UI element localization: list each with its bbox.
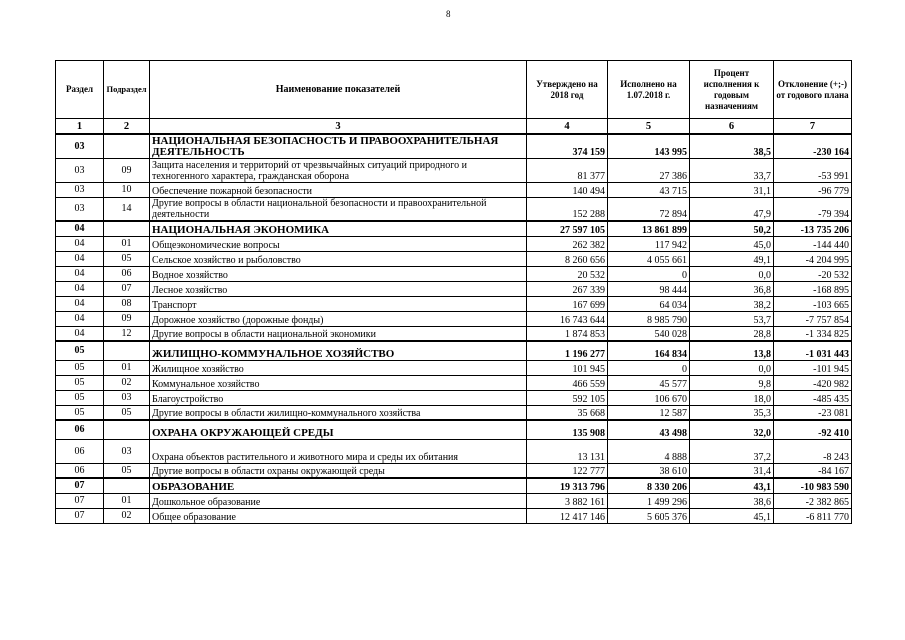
razdel-cell: 04 (56, 281, 104, 296)
table-row (56, 508, 852, 523)
razdel-cell: 05 (56, 341, 104, 360)
section-row (56, 420, 852, 439)
table-row (56, 296, 852, 311)
indicator-name-cell: Другие вопросы в области национальной экономики (150, 326, 527, 341)
razdel-cell: 03 (56, 134, 104, 158)
indicator-name-cell: ОХРАНА ОКРУЖАЮЩЕЙ СРЕДЫ (150, 420, 527, 439)
indicator-name-cell: Дорожное хозяйство (дорожные фонды) (150, 311, 527, 326)
razdel-cell: 04 (56, 221, 104, 236)
executed-value-cell: 8 330 206 (608, 478, 690, 493)
percent-cell: 33,7 (690, 158, 774, 182)
razdel-cell: 05 (56, 390, 104, 405)
razdel-cell: 05 (56, 405, 104, 420)
approved-value-cell: 101 945 (527, 360, 608, 375)
podrazdel-cell: 09 (104, 311, 150, 326)
column-number: 7 (774, 119, 852, 135)
header-razdel: Раздел (56, 61, 104, 119)
executed-value-cell: 4 055 661 (608, 251, 690, 266)
approved-value-cell: 122 777 (527, 463, 608, 478)
executed-value-cell: 38 610 (608, 463, 690, 478)
deviation-cell: -1 334 825 (774, 326, 852, 341)
table-row (56, 439, 852, 463)
podrazdel-cell: 05 (104, 463, 150, 478)
column-number: 2 (104, 119, 150, 135)
table-row (56, 281, 852, 296)
approved-value-cell: 13 131 (527, 439, 608, 463)
percent-cell: 45,0 (690, 236, 774, 251)
indicator-name-cell: ЖИЛИЩНО-КОММУНАЛЬНОЕ ХОЗЯЙСТВО (150, 341, 527, 360)
header-executed: Исполнено на 1.07.2018 г. (608, 61, 690, 119)
indicator-name-cell: Другие вопросы в области национальной безопасности и правоохранительной деятельности (150, 197, 527, 221)
indicator-name-cell: Благоустройство (150, 390, 527, 405)
section-row (56, 478, 852, 493)
executed-value-cell: 45 577 (608, 375, 690, 390)
approved-value-cell: 16 743 644 (527, 311, 608, 326)
approved-value-cell: 20 532 (527, 266, 608, 281)
table-row (56, 251, 852, 266)
razdel-cell: 04 (56, 266, 104, 281)
podrazdel-cell: 09 (104, 158, 150, 182)
percent-cell: 28,8 (690, 326, 774, 341)
executed-value-cell: 540 028 (608, 326, 690, 341)
razdel-cell: 07 (56, 493, 104, 508)
column-number: 6 (690, 119, 774, 135)
podrazdel-cell: 01 (104, 236, 150, 251)
indicator-name-cell: Обеспечение пожарной безопасности (150, 182, 527, 197)
razdel-cell: 04 (56, 296, 104, 311)
approved-value-cell: 1 196 277 (527, 341, 608, 360)
razdel-cell: 06 (56, 463, 104, 478)
podrazdel-cell (104, 341, 150, 360)
razdel-cell: 04 (56, 326, 104, 341)
executed-value-cell: 98 444 (608, 281, 690, 296)
executed-value-cell: 64 034 (608, 296, 690, 311)
indicator-name-cell: Общее образование (150, 508, 527, 523)
executed-value-cell: 13 861 899 (608, 221, 690, 236)
percent-cell: 38,6 (690, 493, 774, 508)
percent-cell: 31,1 (690, 182, 774, 197)
deviation-cell: -103 665 (774, 296, 852, 311)
table-row (56, 360, 852, 375)
approved-value-cell: 81 377 (527, 158, 608, 182)
razdel-cell: 03 (56, 197, 104, 221)
deviation-cell: -13 735 206 (774, 221, 852, 236)
executed-value-cell: 27 386 (608, 158, 690, 182)
percent-cell: 13,8 (690, 341, 774, 360)
podrazdel-cell: 06 (104, 266, 150, 281)
table-row (56, 158, 852, 182)
podrazdel-cell: 10 (104, 182, 150, 197)
percent-cell: 49,1 (690, 251, 774, 266)
deviation-cell: -8 243 (774, 439, 852, 463)
percent-cell: 18,0 (690, 390, 774, 405)
table-row (56, 463, 852, 478)
podrazdel-cell (104, 221, 150, 236)
table-row (56, 197, 852, 221)
percent-cell: 50,2 (690, 221, 774, 236)
percent-cell: 32,0 (690, 420, 774, 439)
indicator-name-cell: Другие вопросы в области жилищно-коммунального хозяйства (150, 405, 527, 420)
indicator-name-cell: НАЦИОНАЛЬНАЯ БЕЗОПАСНОСТЬ И ПРАВООХРАНИТЕЛЬНАЯ ДЕЯТЕЛЬНОСТЬ (150, 134, 527, 158)
column-number: 3 (150, 119, 527, 135)
table-row (56, 236, 852, 251)
razdel-cell: 04 (56, 236, 104, 251)
percent-cell: 45,1 (690, 508, 774, 523)
executed-value-cell: 43 715 (608, 182, 690, 197)
deviation-cell: -53 991 (774, 158, 852, 182)
table-row (56, 182, 852, 197)
table-row (56, 405, 852, 420)
section-row (56, 134, 852, 158)
deviation-cell: -92 410 (774, 420, 852, 439)
indicator-name-cell: Лесное хозяйство (150, 281, 527, 296)
approved-value-cell: 140 494 (527, 182, 608, 197)
deviation-cell: -420 982 (774, 375, 852, 390)
approved-value-cell: 267 339 (527, 281, 608, 296)
percent-cell: 38,5 (690, 134, 774, 158)
podrazdel-cell: 12 (104, 326, 150, 341)
table-row (56, 390, 852, 405)
deviation-cell: -144 440 (774, 236, 852, 251)
podrazdel-cell: 01 (104, 360, 150, 375)
executed-value-cell: 164 834 (608, 341, 690, 360)
column-number: 4 (527, 119, 608, 135)
approved-value-cell: 167 699 (527, 296, 608, 311)
podrazdel-cell: 05 (104, 251, 150, 266)
approved-value-cell: 135 908 (527, 420, 608, 439)
executed-value-cell: 4 888 (608, 439, 690, 463)
indicator-name-cell: Коммунальное хозяйство (150, 375, 527, 390)
indicator-name-cell: Охрана объектов растительного и животного мира и среды их обитания (150, 439, 527, 463)
table-row (56, 375, 852, 390)
approved-value-cell: 374 159 (527, 134, 608, 158)
percent-cell: 9,8 (690, 375, 774, 390)
table-row (56, 493, 852, 508)
razdel-cell: 04 (56, 251, 104, 266)
approved-value-cell: 35 668 (527, 405, 608, 420)
table-header-row (56, 61, 852, 119)
indicator-name-cell: Общеэкономические вопросы (150, 236, 527, 251)
approved-value-cell: 262 382 (527, 236, 608, 251)
podrazdel-cell: 08 (104, 296, 150, 311)
podrazdel-cell: 07 (104, 281, 150, 296)
razdel-cell: 06 (56, 420, 104, 439)
razdel-cell: 05 (56, 360, 104, 375)
header-deviation: Отклонение (+;-) от годового плана (774, 61, 852, 119)
percent-cell: 47,9 (690, 197, 774, 221)
approved-value-cell: 1 874 853 (527, 326, 608, 341)
podrazdel-cell (104, 420, 150, 439)
deviation-cell: -20 532 (774, 266, 852, 281)
budget-execution-table (55, 60, 852, 524)
razdel-cell: 05 (56, 375, 104, 390)
indicator-name-cell: Транспорт (150, 296, 527, 311)
podrazdel-cell: 01 (104, 493, 150, 508)
approved-value-cell: 12 417 146 (527, 508, 608, 523)
deviation-cell: -96 779 (774, 182, 852, 197)
executed-value-cell: 72 894 (608, 197, 690, 221)
column-number-row (56, 119, 852, 135)
approved-value-cell: 19 313 796 (527, 478, 608, 493)
executed-value-cell: 43 498 (608, 420, 690, 439)
approved-value-cell: 592 105 (527, 390, 608, 405)
deviation-cell: -84 167 (774, 463, 852, 478)
executed-value-cell: 106 670 (608, 390, 690, 405)
indicator-name-cell: Защита населения и территорий от чрезвычайных ситуаций природного и техногенного характера, гражданская оборона (150, 158, 527, 182)
executed-value-cell: 12 587 (608, 405, 690, 420)
percent-cell: 0,0 (690, 360, 774, 375)
podrazdel-cell (104, 134, 150, 158)
table-row (56, 326, 852, 341)
podrazdel-cell: 03 (104, 439, 150, 463)
header-approved: Утверждено на 2018 год (527, 61, 608, 119)
percent-cell: 35,3 (690, 405, 774, 420)
percent-cell: 53,7 (690, 311, 774, 326)
approved-value-cell: 8 260 656 (527, 251, 608, 266)
percent-cell: 36,8 (690, 281, 774, 296)
razdel-cell: 06 (56, 439, 104, 463)
approved-value-cell: 152 288 (527, 197, 608, 221)
approved-value-cell: 466 559 (527, 375, 608, 390)
executed-value-cell: 8 985 790 (608, 311, 690, 326)
column-number: 1 (56, 119, 104, 135)
deviation-cell: -6 811 770 (774, 508, 852, 523)
podrazdel-cell: 05 (104, 405, 150, 420)
indicator-name-cell: Водное хозяйство (150, 266, 527, 281)
executed-value-cell: 1 499 296 (608, 493, 690, 508)
razdel-cell: 04 (56, 311, 104, 326)
page-number: 8 (446, 9, 451, 19)
table-row (56, 266, 852, 281)
podrazdel-cell: 14 (104, 197, 150, 221)
approved-value-cell: 3 882 161 (527, 493, 608, 508)
header-podrazdel: Подраздел (104, 61, 150, 119)
executed-value-cell: 0 (608, 360, 690, 375)
table-row (56, 311, 852, 326)
podrazdel-cell: 02 (104, 375, 150, 390)
razdel-cell: 07 (56, 508, 104, 523)
deviation-cell: -485 435 (774, 390, 852, 405)
deviation-cell: -101 945 (774, 360, 852, 375)
indicator-name-cell: Дошкольное образование (150, 493, 527, 508)
section-row (56, 221, 852, 236)
percent-cell: 31,4 (690, 463, 774, 478)
razdel-cell: 03 (56, 182, 104, 197)
indicator-name-cell: Жилищное хозяйство (150, 360, 527, 375)
deviation-cell: -79 394 (774, 197, 852, 221)
percent-cell: 38,2 (690, 296, 774, 311)
podrazdel-cell (104, 478, 150, 493)
executed-value-cell: 143 995 (608, 134, 690, 158)
razdel-cell: 03 (56, 158, 104, 182)
deviation-cell: -2 382 865 (774, 493, 852, 508)
executed-value-cell: 5 605 376 (608, 508, 690, 523)
column-number: 5 (608, 119, 690, 135)
table-body (56, 134, 852, 523)
approved-value-cell: 27 597 105 (527, 221, 608, 236)
deviation-cell: -7 757 854 (774, 311, 852, 326)
deviation-cell: -4 204 995 (774, 251, 852, 266)
deviation-cell: -168 895 (774, 281, 852, 296)
indicator-name-cell: НАЦИОНАЛЬНАЯ ЭКОНОМИКА (150, 221, 527, 236)
executed-value-cell: 117 942 (608, 236, 690, 251)
deviation-cell: -10 983 590 (774, 478, 852, 493)
podrazdel-cell: 03 (104, 390, 150, 405)
header-percent: Процент исполнения к годовым назначениям (690, 61, 774, 119)
deviation-cell: -1 031 443 (774, 341, 852, 360)
deviation-cell: -23 081 (774, 405, 852, 420)
indicator-name-cell: ОБРАЗОВАНИЕ (150, 478, 527, 493)
section-row (56, 341, 852, 360)
percent-cell: 37,2 (690, 439, 774, 463)
indicator-name-cell: Другие вопросы в области охраны окружающей среды (150, 463, 527, 478)
deviation-cell: -230 164 (774, 134, 852, 158)
razdel-cell: 07 (56, 478, 104, 493)
indicator-name-cell: Сельское хозяйство и рыболовство (150, 251, 527, 266)
percent-cell: 43,1 (690, 478, 774, 493)
percent-cell: 0,0 (690, 266, 774, 281)
podrazdel-cell: 02 (104, 508, 150, 523)
header-name: Наименование показателей (150, 61, 527, 119)
executed-value-cell: 0 (608, 266, 690, 281)
